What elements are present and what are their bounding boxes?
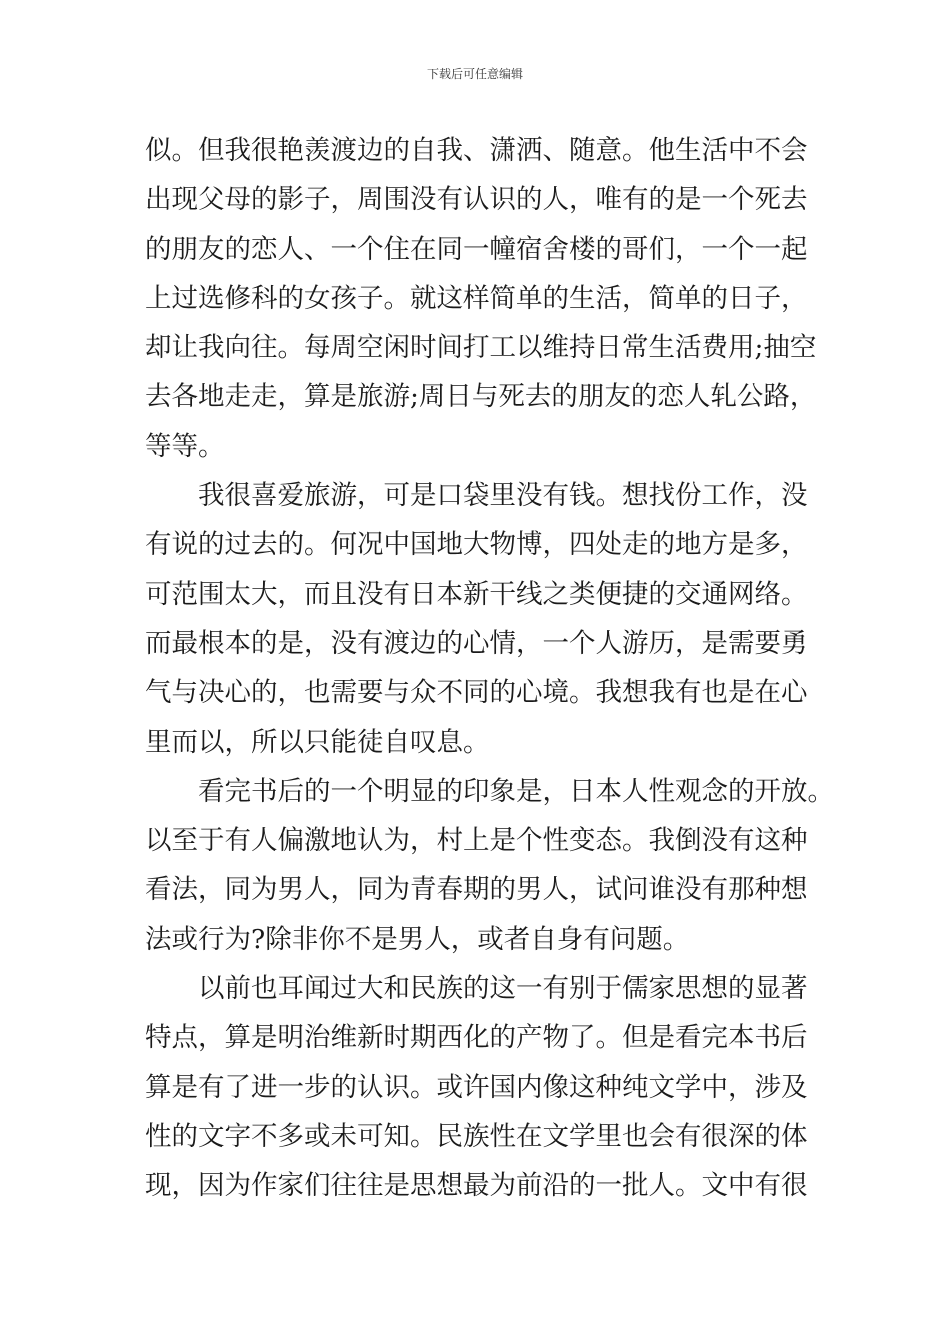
text-line: 却让我向往。每周空闲时间打工以维持日常生活费用;抽空 [145, 332, 817, 364]
text-line: 以至于有人偏激地认为，村上是个性变态。我倒没有这种 [145, 825, 808, 857]
page-header: 下载后可任意编辑 [426, 67, 523, 81]
text-line: 现，因为作家们往往是思想最为前沿的一批人。文中有很 [145, 1170, 808, 1202]
text-line: 去各地走走，算是旅游;周日与死去的朋友的恋人轧公路， [145, 381, 817, 413]
text-line: 可范围太大，而且没有日本新干线之类便捷的交通网络。 [145, 578, 808, 610]
text-line: 里而以，所以只能徒自叹息。 [145, 726, 490, 758]
text-line: 以前也耳闻过大和民族的这一有别于儒家思想的显著 [198, 973, 808, 1005]
text-line: 特点，算是明治维新时期西化的产物了。但是看完本书后 [145, 1022, 808, 1054]
paragraph [145, 471, 845, 767]
text-line: 看完书后的一个明显的印象是，日本人性观念的开放。 [198, 775, 834, 807]
paragraph [145, 126, 845, 471]
text-line: 气与决心的，也需要与众不同的心境。我想我有也是在心 [145, 677, 808, 709]
text-line: 算是有了进一步的认识。或许国内像这种纯文学中，涉及 [145, 1071, 808, 1103]
text-line: 看法，同为男人，同为青春期的男人，试问谁没有那种想 [145, 874, 808, 906]
text-line: 出现父母的影子，周围没有认识的人，唯有的是一个死去 [145, 184, 808, 216]
text-line: 有说的过去的。何况中国地大物博，四处走的地方是多， [145, 529, 808, 561]
text-line: 似。但我很艳羡渡边的自我、潇洒、随意。他生活中不会 [145, 135, 808, 166]
text-line: 我很喜爱旅游，可是口袋里没有钱。想找份工作，没 [198, 480, 808, 512]
text-line: 的朋友的恋人、一个住在同一幢宿舍楼的哥们，一个一起 [145, 233, 808, 265]
text-line: 性的文字不多或未可知。民族性在文学里也会有很深的体 [145, 1120, 808, 1152]
paragraph [145, 964, 845, 1210]
text-line: 而最根本的是，没有渡边的心情，一个人游历，是需要勇 [145, 627, 808, 659]
text-line: 上过选修科的女孩子。就这样简单的生活，简单的日子， [145, 282, 808, 314]
text-line: 法或行为?除非你不是男人，或者自身有问题。 [145, 923, 690, 955]
body-text [145, 126, 845, 1211]
text-line: 等等。 [145, 430, 225, 462]
paragraph [145, 767, 845, 964]
